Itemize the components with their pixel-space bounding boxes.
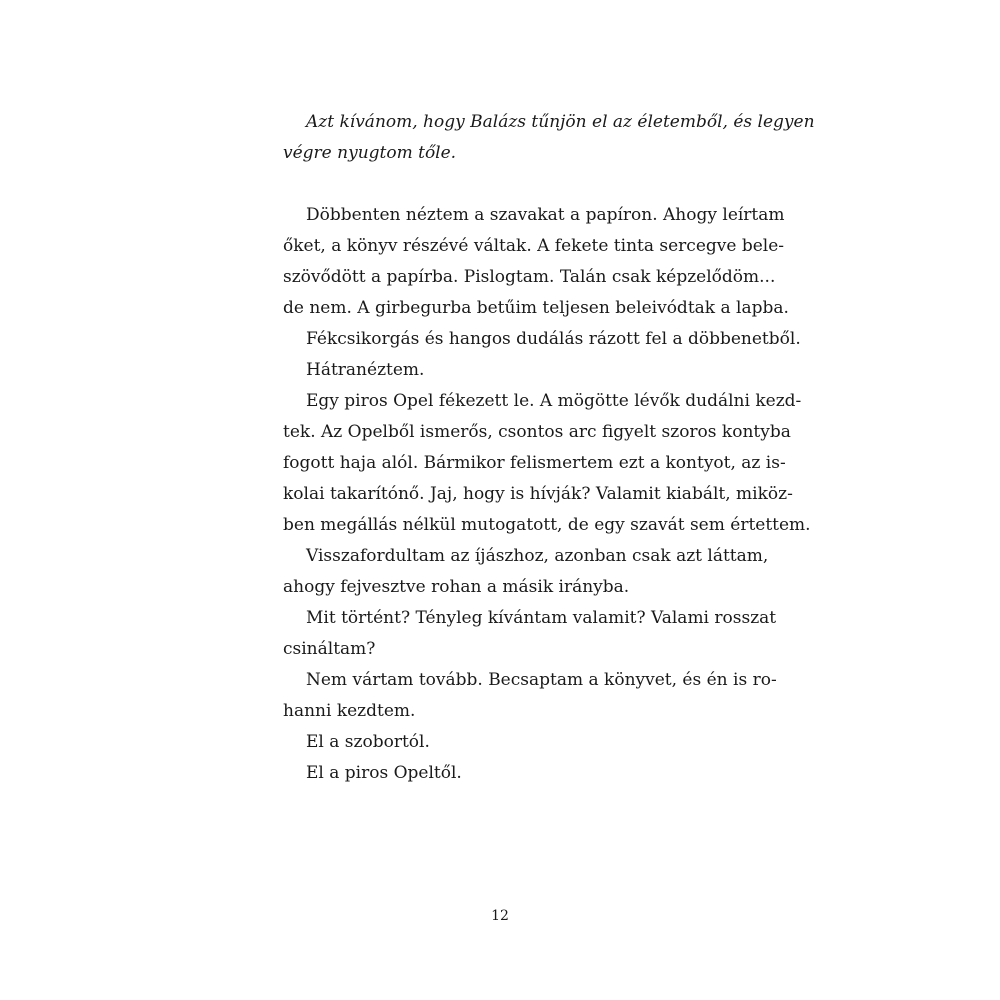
paragraph-line: tek. Az Opelből ismerős, csontos arc figyelt szoros kontyba (283, 422, 791, 442)
paragraph-line: El a szobortól. (306, 732, 430, 752)
paragraph-line: ben megállás nélkül mutogatott, de egy szavát sem értettem. (283, 515, 811, 535)
paragraph-line: kolai takarítónő. Jaj, hogy is hívják? Valamit kiabált, miköz- (283, 484, 793, 504)
paragraph-line: csináltam? (283, 639, 376, 659)
paragraph-line: Nem vártam tovább. Becsaptam a könyvet, és én is ro- (306, 670, 777, 690)
paragraph-line: Fékcsikorgás és hangos dudálás rázott fel a döbbenetből. (306, 329, 801, 349)
paragraph-line: szövődött a papírba. Pislogtam. Talán csak képzelődöm... (283, 267, 776, 287)
paragraph-line: végre nyugtom tőle. (283, 143, 457, 163)
paragraph-line: őket, a könyv részévé váltak. A fekete tinta sercegve bele- (283, 236, 785, 256)
paragraph-line: fogott haja alól. Bármikor felismertem ezt a kontyot, az is- (283, 453, 786, 473)
paragraph-line: El a piros Opeltől. (306, 763, 462, 783)
italic-wish-paragraph (283, 107, 815, 169)
paragraph-line: de nem. A girbegurba betűim teljesen beleivódtak a lapba. (283, 298, 789, 318)
paragraph-line: Azt kívánom, hogy Balázs tűnjön el az életemből, és legyen (306, 112, 815, 132)
paragraph-line: Hátranéztem. (306, 360, 425, 380)
paragraph-line: Visszafordultam az íjászhoz, azonban csak azt láttam, (306, 546, 769, 566)
paragraph-line: hanni kezdtem. (283, 701, 416, 721)
paragraph-line: Döbbenten néztem a szavakat a papíron. Ahogy leírtam (306, 205, 785, 225)
paragraph-line: ahogy fejvesztve rohan a másik irányba. (283, 577, 630, 597)
paragraph-line: Egy piros Opel fékezett le. A mögötte lévők dudálni kezd- (306, 391, 802, 411)
page-number: 12 (491, 908, 509, 924)
body-text (283, 200, 811, 789)
paragraph-line: Mit történt? Tényleg kívántam valamit? Valami rosszat (306, 608, 777, 628)
